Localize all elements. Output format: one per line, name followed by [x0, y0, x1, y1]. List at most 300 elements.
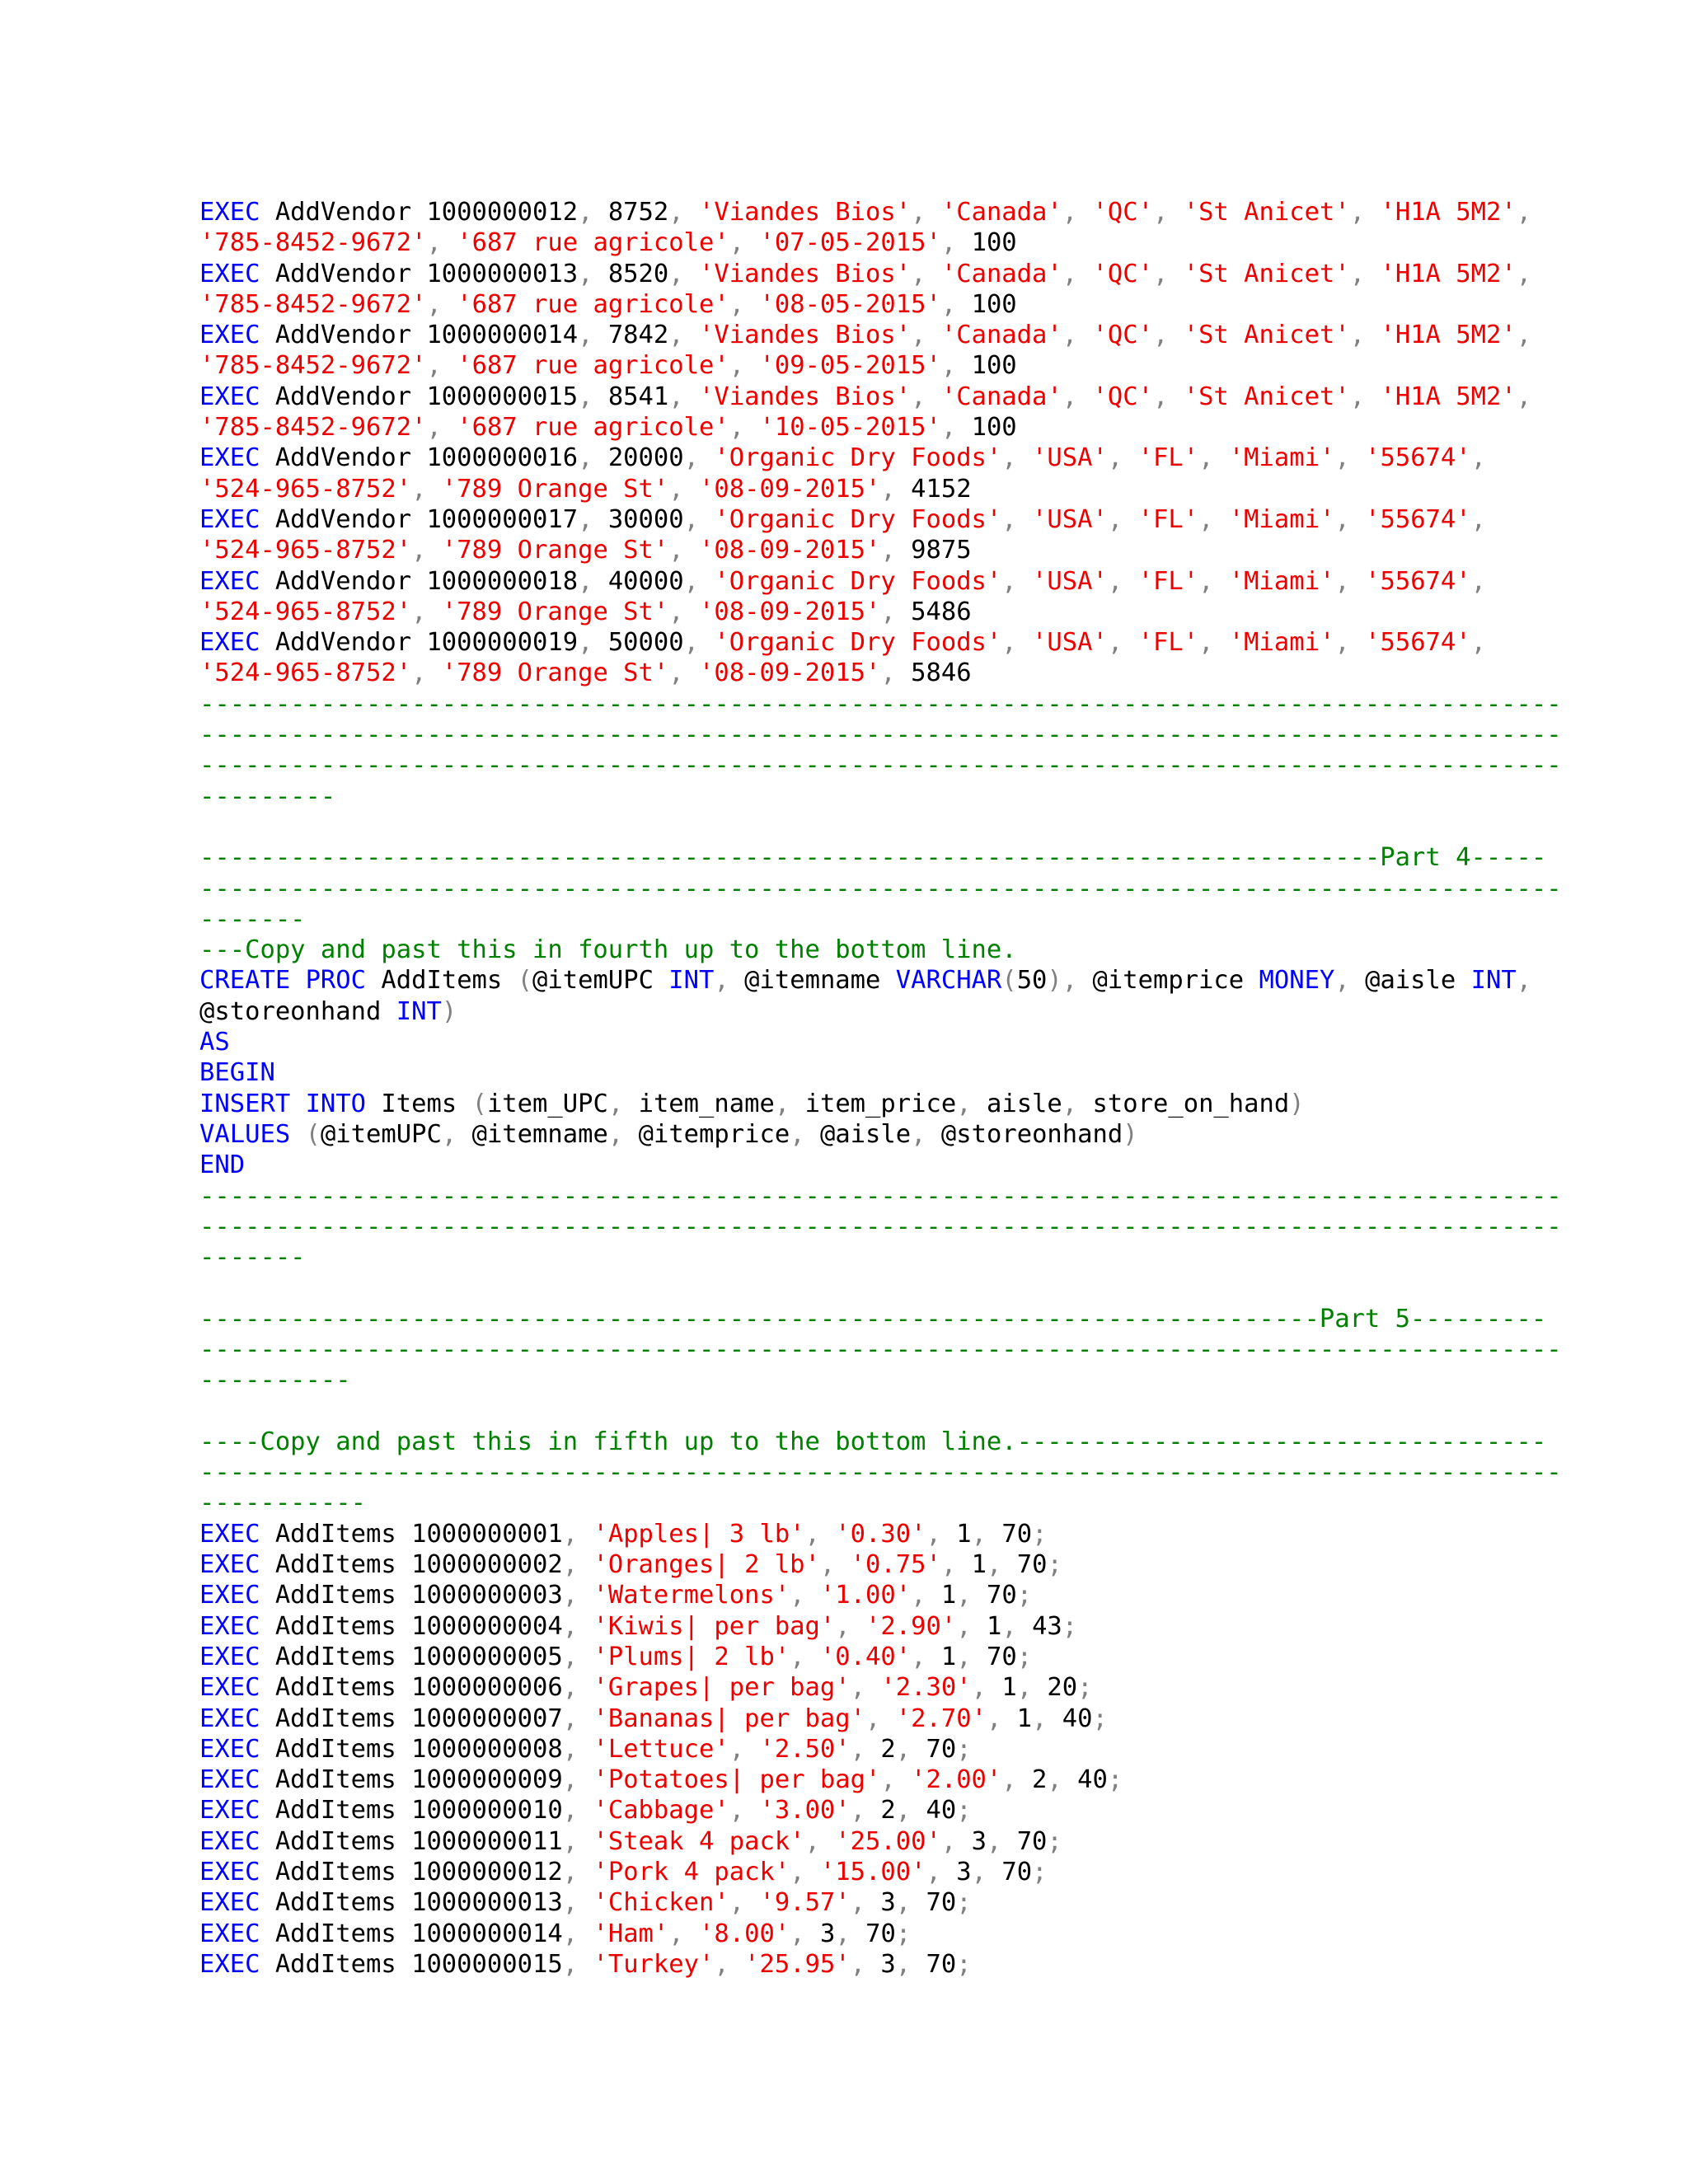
- sql-punctuation: ,: [1001, 443, 1017, 473]
- sql-text: [578, 1612, 593, 1641]
- sql-punctuation: ,: [562, 1550, 579, 1580]
- sql-punctuation: ,: [729, 413, 745, 443]
- code-line: [199, 1488, 1535, 1518]
- sql-keyword: AS: [199, 1028, 230, 1057]
- sql-punctuation: ,: [1198, 628, 1214, 658]
- sql-comment: -------: [199, 1243, 306, 1272]
- sql-punctuation: ,: [426, 413, 442, 443]
- sql-punctuation: ;: [895, 1919, 912, 1948]
- sql-text: AddItems 1000000003: [260, 1581, 563, 1610]
- sql-string: 'Canada': [940, 259, 1062, 288]
- sql-punctuation: ,: [1062, 198, 1078, 227]
- sql-text: [699, 567, 714, 596]
- sql-text: @itemprice: [623, 1119, 790, 1149]
- sql-punctuation: ,: [911, 382, 926, 411]
- sql-punctuation: ,: [956, 1089, 972, 1118]
- sql-comment: ---------: [199, 781, 336, 811]
- sql-punctuation: ;: [1016, 1642, 1033, 1671]
- sql-text: 3: [865, 1888, 896, 1918]
- sql-text: item_price: [790, 1089, 957, 1118]
- sql-text: [729, 1950, 744, 1979]
- sql-text: [684, 198, 699, 227]
- sql-punctuation: ,: [607, 1119, 624, 1149]
- sql-punctuation: ,: [880, 474, 896, 504]
- sql-punctuation: ): [1123, 1119, 1138, 1149]
- sql-string: 'Viandes Bios': [699, 321, 912, 350]
- sql-text: [426, 475, 441, 504]
- sql-punctuation: ,: [1516, 198, 1532, 227]
- sql-string: '08-09-2015': [699, 474, 881, 504]
- sql-keyword: MONEY: [1259, 966, 1335, 996]
- sql-punctuation: ,: [411, 474, 427, 504]
- sql-punctuation: ,: [940, 289, 957, 319]
- sql-punctuation: ,: [895, 1734, 912, 1764]
- sql-comment: ------------------------------------------------------------------------------------------: [199, 1334, 1562, 1364]
- sql-text: [1213, 628, 1228, 657]
- sql-keyword: EXEC: [199, 504, 260, 534]
- sql-string: 'Canada': [940, 198, 1062, 227]
- sql-keyword: EXEC: [199, 1550, 260, 1580]
- sql-text: [744, 1735, 759, 1764]
- sql-keyword: EXEC: [199, 382, 260, 411]
- sql-text: [835, 1550, 850, 1579]
- sql-string: 'Apples| 3 lb': [593, 1519, 805, 1549]
- code-line: [199, 719, 1562, 750]
- sql-comment: ------------------------------------------------------------------------------------------: [199, 1458, 1562, 1488]
- sql-string: 'Plums| 2 lb': [593, 1642, 790, 1671]
- sql-text: AddItems 1000000015: [260, 1949, 563, 1979]
- sql-text: 2: [865, 1734, 896, 1764]
- code-line: [199, 350, 1535, 381]
- sql-text: 70: [971, 1642, 1017, 1671]
- sql-text: [851, 1612, 865, 1641]
- sql-punctuation: ,: [956, 1611, 972, 1641]
- sql-keyword: EXEC: [199, 1673, 260, 1703]
- sql-text: 8520: [593, 259, 669, 288]
- sql-text: [820, 1520, 835, 1549]
- sql-text: [684, 382, 699, 411]
- sql-comment: ----Copy and past this in fifth up to the bottom line.-----------------------------------: [199, 1427, 1547, 1456]
- sql-punctuation: ,: [562, 1919, 579, 1948]
- sql-keyword: INSERT: [199, 1089, 291, 1118]
- sql-punctuation: ,: [729, 1888, 745, 1918]
- sql-punctuation: (: [471, 1089, 487, 1118]
- sql-string: 'Organic Dry Foods': [714, 504, 1002, 534]
- code-line: [199, 627, 1535, 658]
- sql-punctuation: ,: [971, 1673, 987, 1703]
- sql-string: '08-09-2015': [699, 658, 881, 688]
- sql-string: 'Organic Dry Foods': [714, 443, 1002, 473]
- sql-string: 'Potatoes| per bag': [593, 1765, 881, 1795]
- sql-string: 'Organic Dry Foods': [714, 628, 1002, 658]
- sql-text: [1168, 321, 1183, 349]
- sql-punctuation: ,: [1334, 566, 1350, 596]
- sql-text: [684, 536, 699, 565]
- sql-text: [1350, 567, 1365, 596]
- sql-text: 1: [926, 1642, 957, 1671]
- sql-punctuation: ,: [804, 1826, 820, 1856]
- sql-text: [684, 658, 699, 687]
- sql-text: 100: [956, 351, 1017, 381]
- sql-punctuation: ,: [1349, 321, 1366, 350]
- sql-text: [1168, 382, 1183, 411]
- code-line: [199, 1057, 1535, 1088]
- sql-string: 'St Anicet': [1183, 259, 1350, 288]
- sql-punctuation: ;: [1032, 1519, 1048, 1549]
- sql-keyword: EXEC: [199, 1704, 260, 1733]
- sql-string: '8.00': [699, 1919, 790, 1948]
- sql-punctuation: ,: [850, 1734, 866, 1764]
- code-line: [199, 1949, 1535, 1980]
- sql-text: [1365, 198, 1380, 227]
- code-line: [199, 474, 1535, 504]
- sql-string: '2.90': [865, 1611, 957, 1641]
- sql-text: 2: [865, 1796, 896, 1825]
- sql-string: '08-05-2015': [759, 289, 941, 319]
- sql-text: 8752: [593, 198, 669, 227]
- code-line: [199, 1334, 1562, 1365]
- sql-string: 'Miami': [1228, 566, 1335, 596]
- code-line: [199, 781, 1535, 812]
- sql-text: @storeonhand: [926, 1119, 1123, 1149]
- sql-text: [426, 658, 441, 687]
- sql-punctuation: ,: [562, 1519, 579, 1549]
- sql-punctuation: ),: [1047, 966, 1078, 996]
- code-line: [199, 1672, 1535, 1703]
- sql-string: 'St Anicet': [1183, 382, 1350, 411]
- sql-string: '0.30': [835, 1519, 926, 1549]
- sql-string: '789 Orange St': [441, 597, 669, 626]
- code-line: [199, 443, 1535, 473]
- sql-string: '55674': [1365, 443, 1471, 473]
- sql-string: 'USA': [1032, 504, 1108, 534]
- sql-text: [442, 351, 457, 380]
- sql-keyword: EXEC: [199, 1519, 260, 1549]
- sql-punctuation: ,: [578, 321, 593, 350]
- sql-punctuation: ,: [774, 1089, 790, 1118]
- sql-punctuation: ;: [1047, 1826, 1062, 1856]
- sql-text: 8541: [593, 382, 669, 411]
- sql-punctuation: ,: [1062, 321, 1078, 350]
- sql-text: [1017, 628, 1032, 657]
- sql-punctuation: ,: [940, 1826, 957, 1856]
- sql-text: AddItems: [366, 966, 518, 996]
- sql-string: '524-965-8752': [199, 597, 412, 626]
- sql-text: [1213, 505, 1228, 534]
- sql-punctuation: ,: [729, 289, 745, 319]
- sql-text: AddItems 1000000012: [260, 1858, 563, 1887]
- sql-text: [699, 628, 714, 657]
- sql-punctuation: ,: [835, 1919, 851, 1948]
- sql-text: [744, 1796, 759, 1825]
- sql-text: [699, 443, 714, 472]
- code-line: [199, 1765, 1535, 1795]
- sql-keyword: EXEC: [199, 1919, 260, 1948]
- sql-text: aisle: [971, 1089, 1062, 1118]
- sql-keyword: EXEC: [199, 443, 260, 473]
- sql-punctuation: ,: [819, 1550, 836, 1580]
- sql-text: [820, 1827, 835, 1856]
- sql-text: 70: [971, 1581, 1017, 1610]
- sql-text: [1350, 628, 1365, 657]
- sql-string: '0.40': [819, 1642, 912, 1671]
- sql-punctuation: ,: [865, 1704, 881, 1733]
- sql-punctuation: ,: [1107, 566, 1123, 596]
- code-line: [199, 1549, 1535, 1580]
- sql-text: [1077, 260, 1092, 288]
- sql-punctuation: ,: [940, 228, 957, 258]
- sql-string: '1.00': [819, 1581, 912, 1610]
- sql-string: 'QC': [1092, 259, 1153, 288]
- sql-string: 'Organic Dry Foods': [714, 566, 1002, 596]
- sql-text: [290, 966, 305, 995]
- sql-punctuation: ,: [562, 1642, 579, 1671]
- sql-text: Items: [366, 1089, 472, 1118]
- sql-punctuation: ,: [971, 1858, 987, 1887]
- sql-keyword: EXEC: [199, 1826, 260, 1856]
- code-line: [199, 935, 1535, 965]
- sql-text: [896, 1765, 911, 1794]
- sql-text: [578, 1581, 593, 1610]
- sql-text: 3: [804, 1919, 836, 1948]
- sql-text: [442, 228, 457, 257]
- sql-text: item_UPC: [486, 1089, 608, 1118]
- sql-text: 5486: [895, 597, 972, 626]
- sql-punctuation: ): [1289, 1089, 1305, 1118]
- sql-comment: -------: [199, 904, 306, 934]
- sql-punctuation: ,: [940, 1550, 957, 1580]
- sql-punctuation: ,: [578, 382, 593, 411]
- sql-keyword: EXEC: [199, 1765, 260, 1795]
- sql-punctuation: ,: [1516, 259, 1532, 288]
- sql-string: 'Chicken': [593, 1888, 729, 1918]
- sql-keyword: EXEC: [199, 1642, 260, 1671]
- sql-text: 100: [956, 289, 1017, 319]
- sql-text: 7842: [593, 321, 669, 350]
- sql-string: '687 rue agricole': [457, 289, 729, 319]
- sql-text: @itemname: [457, 1119, 608, 1149]
- code-line: [199, 1272, 1535, 1303]
- sql-punctuation: ,: [729, 351, 745, 381]
- sql-text: [1123, 443, 1137, 472]
- code-line: [199, 1396, 1535, 1427]
- sql-text: 9875: [895, 536, 972, 565]
- sql-string: '9.57': [759, 1888, 851, 1918]
- sql-punctuation: ,: [411, 658, 427, 688]
- sql-text: 70: [1001, 1826, 1048, 1856]
- sql-text: 70: [1001, 1550, 1048, 1580]
- sql-punctuation: ,: [1152, 321, 1169, 350]
- sql-punctuation: ;: [1016, 1581, 1033, 1610]
- sql-punctuation: ,: [683, 443, 700, 473]
- sql-punctuation: ,: [714, 966, 729, 996]
- sql-text: 20000: [593, 443, 684, 473]
- sql-string: '524-965-8752': [199, 658, 412, 688]
- sql-punctuation: ,: [562, 1673, 579, 1703]
- sql-string: '2.70': [895, 1704, 987, 1733]
- code-line: [199, 904, 1535, 935]
- sql-text: [578, 1827, 593, 1856]
- sql-string: '08-09-2015': [699, 536, 881, 565]
- sql-keyword: EXEC: [199, 259, 260, 288]
- sql-text: 50: [1016, 966, 1048, 996]
- sql-string: 'QC': [1092, 321, 1153, 350]
- sql-text: AddItems 1000000007: [260, 1704, 563, 1733]
- sql-text: AddItems 1000000011: [260, 1826, 563, 1856]
- sql-punctuation: ,: [1516, 382, 1532, 411]
- sql-keyword: EXEC: [199, 1796, 260, 1825]
- code-line: [199, 750, 1562, 780]
- sql-punctuation: ,: [1198, 504, 1214, 534]
- sql-comment: -----------: [199, 1488, 366, 1518]
- sql-keyword: INT: [1470, 966, 1517, 996]
- sql-punctuation: ,: [1349, 382, 1366, 411]
- sql-string: '785-8452-9672': [199, 413, 427, 443]
- sql-text: 70: [911, 1888, 957, 1918]
- code-line: [199, 1304, 1547, 1334]
- sql-punctuation: ,: [1470, 566, 1487, 596]
- sql-text: [1017, 567, 1032, 596]
- sql-text: [684, 260, 699, 288]
- sql-text: @aisle: [1349, 966, 1471, 996]
- sql-text: [1017, 443, 1032, 472]
- sql-punctuation: ,: [668, 474, 684, 504]
- sql-string: 'Pork 4 pack': [593, 1858, 790, 1887]
- sql-punctuation: ,: [895, 1949, 912, 1979]
- sql-keyword: EXEC: [199, 1611, 260, 1641]
- sql-text: [578, 1735, 593, 1764]
- sql-punctuation: ;: [956, 1888, 972, 1918]
- sql-string: '687 rue agricole': [457, 413, 729, 443]
- sql-punctuation: ,: [850, 1949, 866, 1979]
- sql-text: [926, 198, 940, 227]
- sql-punctuation: ;: [956, 1734, 972, 1764]
- sql-string: '09-05-2015': [759, 351, 941, 381]
- sql-text: [684, 321, 699, 349]
- sql-keyword: EXEC: [199, 1734, 260, 1764]
- sql-text: [805, 1643, 820, 1671]
- sql-string: 'Miami': [1228, 628, 1335, 658]
- sql-punctuation: ,: [578, 566, 593, 596]
- sql-text: store_on_hand: [1077, 1089, 1290, 1118]
- sql-text: [1365, 382, 1380, 411]
- sql-punctuation: ,: [578, 628, 593, 658]
- sql-punctuation: ,: [986, 1704, 1002, 1733]
- sql-punctuation: ,: [956, 1581, 972, 1610]
- sql-string: 'St Anicet': [1183, 198, 1350, 227]
- sql-string: '789 Orange St': [441, 658, 669, 688]
- sql-text: AddItems 1000000002: [260, 1550, 563, 1580]
- sql-text: 3: [940, 1858, 972, 1887]
- sql-keyword: EXEC: [199, 321, 260, 350]
- sql-punctuation: ,: [790, 1119, 805, 1149]
- sql-string: 'FL': [1137, 504, 1199, 534]
- sql-text: [926, 321, 940, 349]
- sql-comment: ------------------------------------------------------------------------------------------: [199, 1212, 1562, 1241]
- sql-string: 'Cabbage': [593, 1796, 729, 1825]
- sql-punctuation: ,: [668, 1919, 684, 1948]
- sql-string: '25.95': [744, 1949, 851, 1979]
- sql-text: AddItems 1000000009: [260, 1765, 563, 1795]
- code-line: [199, 227, 1535, 258]
- sql-text: 3: [865, 1949, 896, 1979]
- sql-text: 43: [1016, 1611, 1062, 1641]
- sql-text: [1077, 321, 1092, 349]
- sql-punctuation: (: [305, 1119, 321, 1149]
- code-line: [199, 1119, 1535, 1150]
- sql-string: '789 Orange St': [441, 536, 669, 565]
- code-line: [199, 566, 1535, 597]
- sql-string: 'Viandes Bios': [699, 259, 912, 288]
- sql-punctuation: ,: [1107, 628, 1123, 658]
- sql-punctuation: ,: [1470, 504, 1487, 534]
- sql-comment: ------------------------------------------------------------------------------------------: [199, 1181, 1562, 1211]
- sql-punctuation: ,: [562, 1858, 579, 1887]
- sql-text: AddVendor 1000000012: [260, 198, 579, 227]
- sql-text: 40: [1047, 1704, 1093, 1733]
- sql-punctuation: ,: [850, 1888, 866, 1918]
- sql-text: 1: [940, 1519, 972, 1549]
- sql-punctuation: ,: [911, 1642, 926, 1671]
- sql-text: [578, 1796, 593, 1825]
- sql-keyword: CREATE: [199, 966, 291, 996]
- sql-string: 'H1A 5M2': [1380, 382, 1517, 411]
- code-line: [199, 1150, 1535, 1180]
- sql-text: 40000: [593, 566, 684, 596]
- code-line: [199, 1242, 1535, 1272]
- code-line: [199, 1427, 1547, 1457]
- sql-keyword: VALUES: [199, 1119, 291, 1149]
- sql-text: AddItems 1000000014: [260, 1919, 563, 1948]
- sql-code-document: [199, 197, 1562, 1980]
- sql-punctuation: ,: [1198, 566, 1214, 596]
- sql-punctuation: ,: [790, 1919, 805, 1948]
- sql-keyword: EXEC: [199, 566, 260, 596]
- sql-text: 70: [850, 1919, 896, 1948]
- sql-text: [684, 598, 699, 626]
- sql-punctuation: (: [1001, 966, 1017, 996]
- code-line: [199, 1519, 1535, 1549]
- sql-punctuation: ,: [411, 597, 427, 626]
- sql-text: AddVendor 1000000013: [260, 259, 579, 288]
- sql-string: 'Lettuce': [593, 1734, 729, 1764]
- sql-keyword: EXEC: [199, 1858, 260, 1887]
- sql-text: 1: [986, 1673, 1017, 1703]
- code-line: [199, 874, 1562, 904]
- code-line: [199, 1580, 1535, 1610]
- sql-punctuation: ,: [790, 1642, 805, 1671]
- sql-keyword: INT: [668, 966, 715, 996]
- code-line: [199, 812, 1535, 842]
- sql-string: 'Canada': [940, 382, 1062, 411]
- sql-string: 'USA': [1032, 566, 1108, 596]
- sql-punctuation: ,: [1001, 504, 1017, 534]
- sql-text: [1077, 382, 1092, 411]
- sql-comment: ------------------------------------------------------------------------------------------: [199, 751, 1562, 780]
- sql-keyword: VARCHAR: [895, 966, 1002, 996]
- code-line: [199, 1611, 1535, 1642]
- sql-string: 'Ham': [593, 1919, 669, 1948]
- sql-punctuation: ,: [1152, 259, 1169, 288]
- code-line: [199, 965, 1535, 996]
- code-line: [199, 1734, 1535, 1765]
- sql-keyword: EXEC: [199, 628, 260, 658]
- sql-text: AddItems 1000000005: [260, 1642, 563, 1671]
- sql-text: [865, 1673, 880, 1702]
- sql-string: '3.00': [759, 1796, 851, 1825]
- sql-punctuation: ,: [562, 1734, 579, 1764]
- sql-text: [699, 505, 714, 534]
